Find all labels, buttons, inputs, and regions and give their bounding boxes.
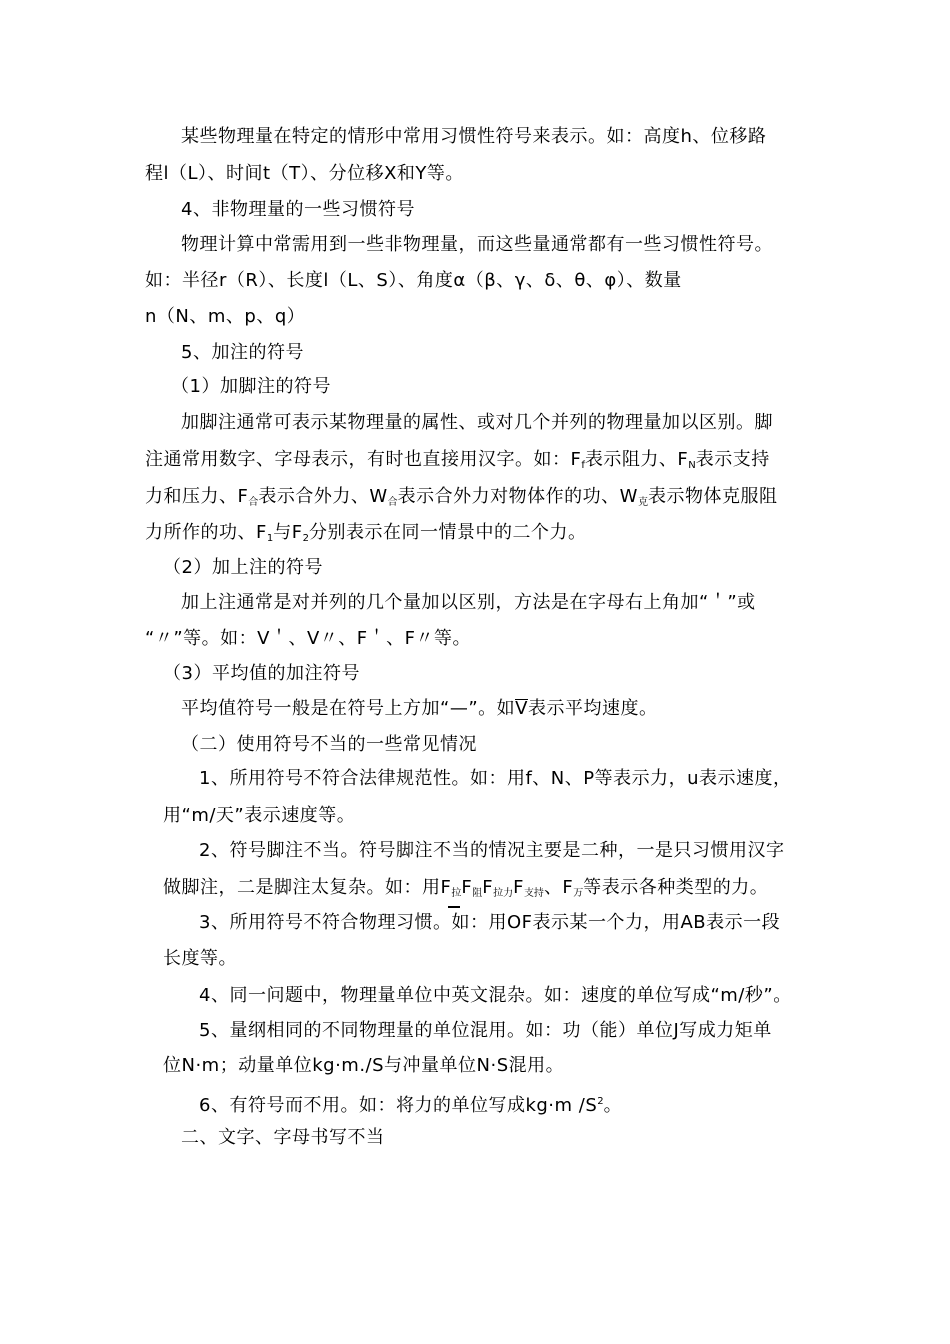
text-run: 表示阻力、F — [584, 449, 689, 470]
subscript: 合 — [248, 497, 259, 508]
subscript: 拉 — [451, 888, 462, 899]
text-run: 6、有符号而不用。如：将力的单位写成kg·m /S — [199, 1095, 598, 1116]
paragraph-line — [145, 449, 770, 477]
mean-symbol: V — [515, 698, 528, 719]
paragraph-line: “〃”等。如：V＇、V〃、F＇、F〃等。 — [145, 628, 471, 649]
text-run: F — [482, 877, 494, 898]
list-item-continuation: 用“m/天”表示速度等。 — [163, 805, 356, 826]
superscript: 2 — [597, 1096, 604, 1107]
text-run: F — [461, 877, 473, 898]
subsection-heading: （1）加脚注的符号 — [171, 376, 331, 397]
paragraph-line: 如：半径r（R）、长度l（L、S）、角度α（β、γ、δ、θ、φ）、数量 — [145, 270, 682, 291]
paragraph-line — [145, 522, 586, 550]
list-item: 2、符号脚注不当。符号脚注不当的情况主要是二种，一是只习惯用汉字 — [199, 840, 785, 861]
list-item-continuation: 位N·m；动量单位kg·m./S与冲量单位N·S混用。 — [163, 1055, 565, 1076]
subscript: 合 — [387, 497, 398, 508]
text-run: 注通常用数字、字母表示，有时也直接用汉字。如：F — [145, 449, 582, 470]
section-heading: 4、非物理量的一些习惯符号 — [181, 199, 415, 220]
subsection-heading: （2）加上注的符号 — [163, 557, 323, 578]
text-run: 表示平均速度。 — [527, 698, 658, 719]
section-heading: （二）使用符号不当的一些常见情况 — [181, 734, 477, 755]
text-run: 表示物体克服阻 — [647, 486, 778, 507]
paragraph-line: 物理计算中常需用到一些非物理量，而这些量通常都有一些习惯性符号。 — [181, 234, 773, 255]
text-run: F — [513, 877, 524, 898]
list-item-continuation: 长度等。 — [163, 948, 237, 969]
subscript: 克 — [637, 497, 648, 508]
text-run: 力和压力、F — [145, 486, 249, 507]
text-run: 做脚注，二是脚注太复杂。如：用F — [163, 877, 452, 898]
text-run: 力所作的功、F — [145, 522, 267, 543]
list-item: 5、量纲相同的不同物理量的单位混用。如：功（能）单位J写成力矩单 — [199, 1020, 772, 1041]
text-run: 分别表示在同一情景中的二个力。 — [308, 522, 587, 543]
paragraph-line: n（N、m、p、q） — [145, 306, 306, 327]
subscript: f — [581, 460, 585, 471]
subscript: 2 — [302, 533, 309, 544]
paragraph-line: 程l（L）、时间t（T）、分位移X和Y等。 — [145, 163, 464, 184]
paragraph-line — [145, 486, 777, 514]
text-run: 、F — [543, 877, 574, 898]
list-item — [199, 1091, 622, 1117]
paragraph-line — [181, 698, 657, 720]
subscript: N — [688, 460, 696, 471]
list-item: 1、所用符号不符合法律规范性。如：用f、N、P等表示力，u表示速度， — [199, 768, 792, 789]
subscript: 拉力 — [493, 888, 514, 899]
subsection-heading: （3）平均值的加注符号 — [163, 663, 360, 684]
paragraph-line: 加脚注通常可表示某物理量的属性、或对几个并列的物理量加以区别。脚 — [181, 412, 773, 433]
text-run: 平均值符号一般是在符号上方加“—”。如 — [181, 698, 516, 719]
text-run: 等表示各种类型的力。 — [583, 877, 769, 898]
text-run: 与F — [273, 522, 303, 543]
text-run: 表示支持 — [695, 449, 770, 470]
section-heading: 5、加注的符号 — [181, 342, 304, 363]
list-item: 3、所用符号不符合物理习惯。如：用OF表示某一个力，用AB表示一段 — [199, 912, 781, 933]
paragraph-line: 某些物理量在特定的情形中常用习惯性符号来表示。如：高度h、位移路 — [181, 126, 767, 147]
text-run: 表示合外力对物体作的功、W — [397, 486, 638, 507]
subscript: 阻 — [472, 888, 483, 899]
section-heading: 二、文字、字母书写不当 — [181, 1127, 385, 1148]
list-item-continuation — [163, 877, 768, 905]
subscript: 万 — [573, 888, 584, 899]
text-run: 。 — [603, 1095, 623, 1116]
overline-mark — [448, 906, 460, 908]
paragraph-line: 加上注通常是对并列的几个量加以区别，方法是在字母右上角加“＇”或 — [181, 592, 756, 613]
list-item: 4、同一问题中，物理量单位中英文混杂。如：速度的单位写成“m/秒”。 — [199, 985, 792, 1006]
text-run: 表示合外力、W — [258, 486, 388, 507]
subscript: 1 — [266, 533, 274, 544]
subscript: 支持 — [523, 888, 544, 899]
